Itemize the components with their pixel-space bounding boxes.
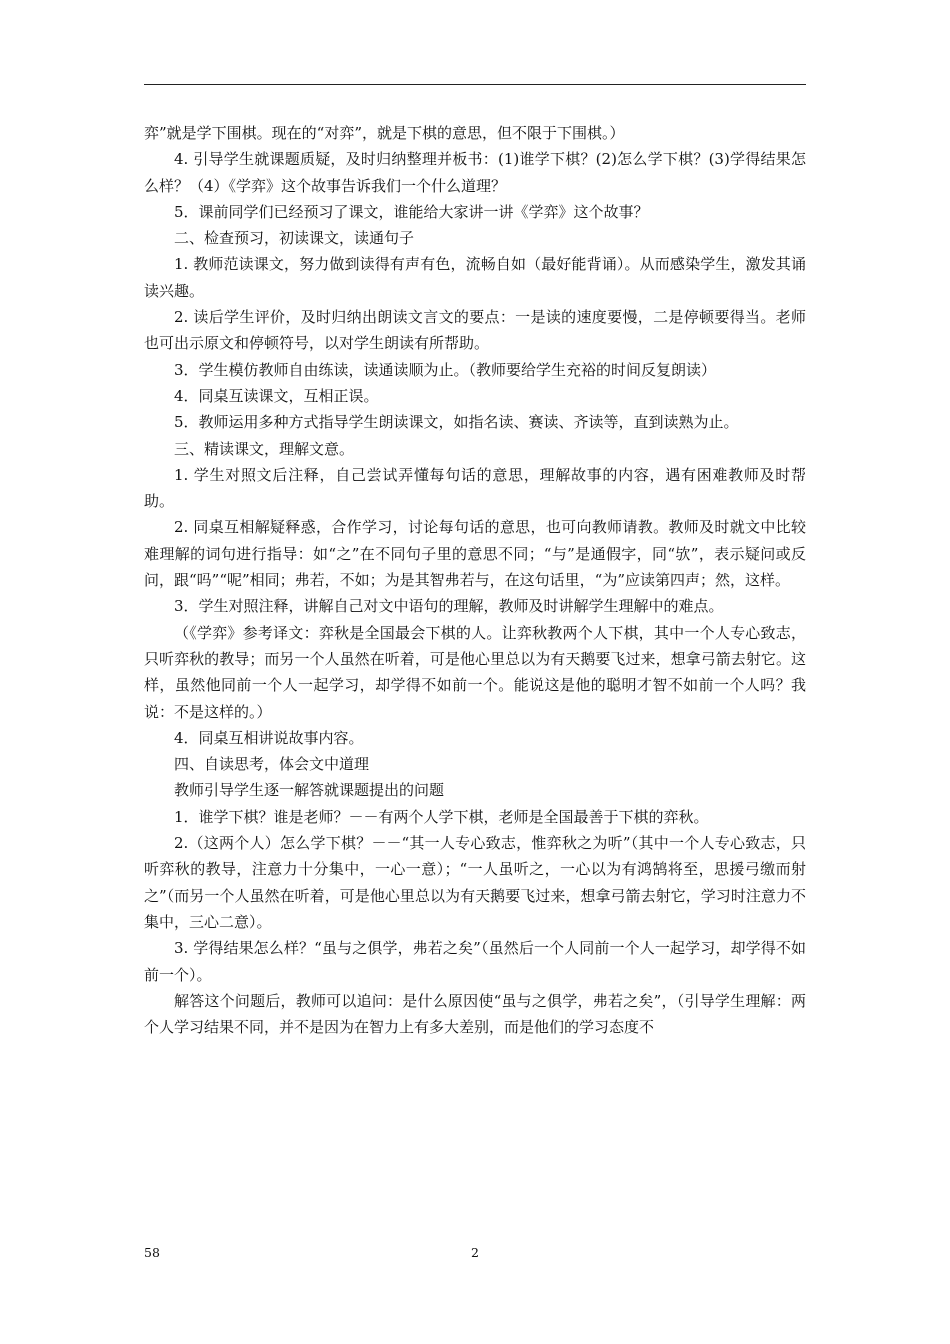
paragraph: 二、检查预习，初读课文，读通句子 — [174, 229, 415, 248]
footer-left-number: 58 — [144, 1245, 160, 1260]
paragraph: 2.（这两个人）怎么学下棋？－－“其一人专心致志，惟弈秋之为听”（其中一个人专心致志，只听弈秋的教导，注意力十分集中，一心一意）；“一人虽听之，一心以为有鸿鹄将至，思援弓缴而射之”（而另一个人虽然在听着，可是他心里总以为有天鹅要飞过来，想拿弓箭去射它，学习时注意力不集中，三心二意）。 — [144, 834, 806, 931]
paragraph: 2. 读后学生评价，及时归纳出朗读文言文的要点：一是读的速度要慢，二是停顿要得当。老师也可出示原文和停顿符号，以对学生朗读有所帮助。 — [144, 308, 806, 353]
paragraph: 4. 引导学生就课题质疑，及时归纳整理并板书：(1)谁学下棋？(2)怎么学下棋？(3)学得结果怎么样？（4）《学弈》这个故事告诉我们一个什么道理？ — [144, 150, 806, 195]
paragraph: 教师引导学生逐一解答就课题提出的问题 — [174, 781, 445, 800]
paragraph: 5．课前同学们已经预习了课文，谁能给大家讲一讲《学弈》这个故事？ — [174, 202, 649, 221]
paragraph: 4．同桌互相讲说故事内容。 — [174, 728, 364, 747]
paragraph: 四、自读思考，体会文中道理 — [174, 755, 370, 774]
paragraph: 1. 学生对照文后注释，自己尝试弄懂每句话的意思，理解故事的内容，遇有困难教师及时帮助。 — [144, 465, 806, 511]
paragraph: 3．学生模仿教师自由练读，读通读顺为止。（教师要给学生充裕的时间反复朗读） — [174, 360, 717, 379]
header-rule — [144, 84, 806, 85]
paragraph: 3. 学得结果怎么样？“虽与之俱学，弗若之矣”（虽然后一个人同前一个人一起学习，却学得不如前一个）。 — [144, 939, 806, 984]
paragraph: 1. 教师范读课文，努力做到读得有声有色，流畅自如（最好能背诵）。从而感染学生，激发其诵读兴趣。 — [144, 255, 806, 300]
document-body — [144, 120, 806, 1040]
paragraph: 5．教师运用多种方式指导学生朗读课文，如指名读、赛读、齐读等，直到读熟为止。 — [174, 413, 739, 432]
paragraph: （《学弈》参考译文：弈秋是全国最会下棋的人。让弈秋教两个人下棋，其中一个人专心致志，只听弈秋的教导；而另一个人虽然在听着，可是他心里总以为有天鹅要飞过来，想拿弓箭去射它。这样，虽然他同前一个人一起学习，却学得不如前一个。能说这是他的聪明才智不如前一个人吗？我说：不是这样的。） — [144, 623, 806, 721]
page-number: 2 — [471, 1245, 479, 1260]
paragraph: 3．学生对照注释，讲解自己对文中语句的理解，教师及时讲解学生理解中的难点。 — [174, 597, 724, 616]
paragraph: 4．同桌互读课文，互相正误。 — [174, 386, 379, 405]
paragraph: 解答这个问题后，教师可以追问：是什么原因使“虽与之俱学，弗若之矣”，（引导学生理解：两个人学习结果不同，并不是因为在智力上有多大差别，而是他们的学习态度不 — [144, 991, 806, 1037]
paragraph: 1．谁学下棋？谁是老师？－－有两个人学下棋，老师是全国最善于下棋的弈秋。 — [174, 807, 709, 826]
paragraph: 三、精读课文，理解文意。 — [174, 439, 355, 458]
paragraph: 2. 同桌互相解疑释惑，合作学习，讨论每句话的意思，也可向教师请教。教师及时就文中比较难理解的词句进行指导：如“之”在不同句子里的意思不同；“与”是通假字，同“欤”，表示疑问或反问，跟“吗”“呢”相同；弗若，不如；为是其智弗若与，在这句话里，“为”应读第四声；然，这样。 — [144, 518, 806, 590]
paragraph: 弈”就是学下围棋。现在的“对弈”，就是下棋的意思，但不限于下围棋。） — [144, 124, 625, 142]
